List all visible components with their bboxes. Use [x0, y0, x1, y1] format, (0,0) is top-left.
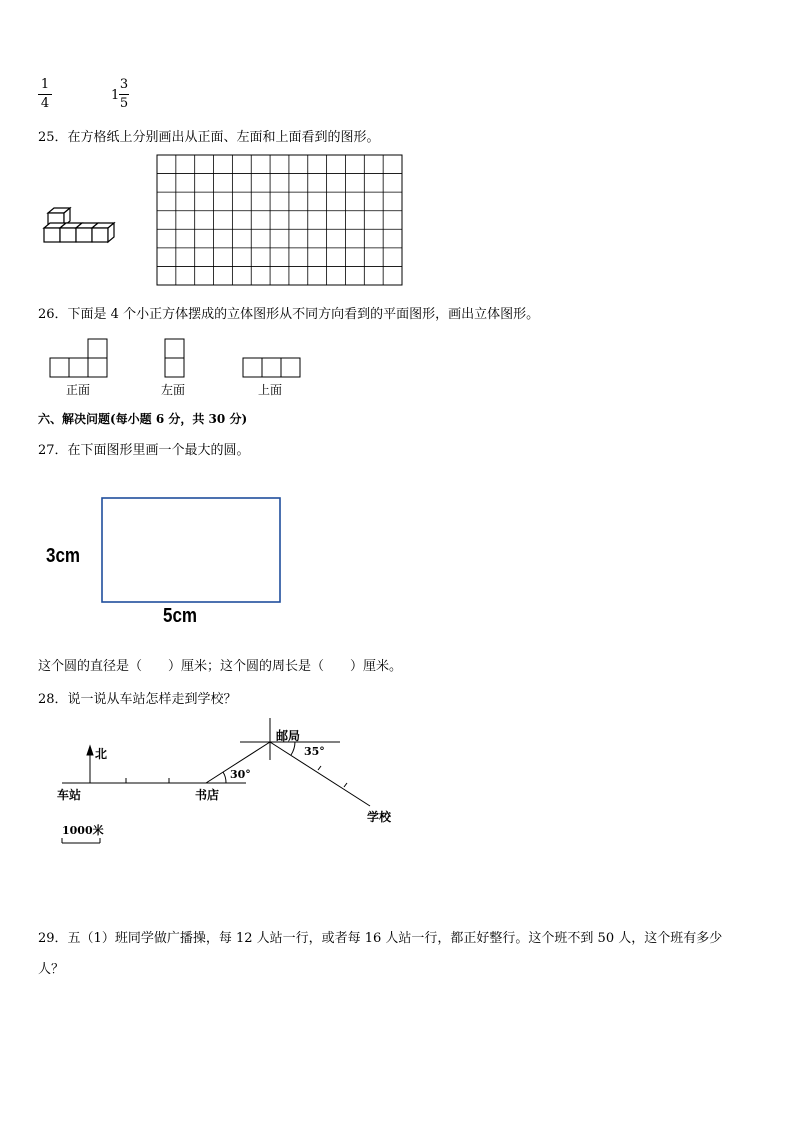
angle-30-label: 30° — [230, 768, 251, 781]
route-map — [62, 718, 370, 843]
left-view-shape — [165, 339, 184, 377]
question-29-line2: 人？ — [38, 962, 65, 977]
question-25-text: 25．在方格纸上分别画出从正面、左面和上面看到的图形。 — [38, 130, 380, 145]
question-28-text: 28．说一说从车站怎样走到学校？ — [38, 692, 237, 707]
top-view-label: 上面 — [258, 383, 283, 397]
left-view-label: 左面 — [161, 383, 186, 397]
angle-35-label: 35° — [304, 745, 325, 758]
north-label: 北 — [95, 747, 108, 761]
rectangle-height-label: 3cm — [46, 545, 81, 567]
bookstore-label: 书店 — [195, 788, 220, 802]
rectangle-width-label: 5cm — [163, 605, 198, 627]
grid-paper — [157, 155, 402, 285]
fraction-denominator: 4 — [40, 96, 50, 111]
cube-stack-drawing — [44, 208, 114, 242]
mixed-number-whole: 1 — [111, 88, 120, 103]
front-view-label: 正面 — [66, 383, 91, 397]
question-27-text: 27．在下面图形里画一个最大的圆。 — [38, 443, 250, 458]
question-27-answer-line: 这个圆的直径是（ ）厘米；这个圆的周长是（ ）厘米。 — [38, 659, 403, 674]
fraction-numerator: 3 — [119, 77, 129, 92]
scale-label: 1000米 — [62, 824, 104, 837]
school-label: 学校 — [367, 810, 392, 824]
grid-lines — [157, 155, 402, 285]
front-view-shape — [50, 339, 107, 377]
post-office-label: 邮局 — [276, 729, 301, 743]
question-26-text: 26．下面是 4 个小正方体摆成的立体图形从不同方向看到的平面图形，画出立体图形。 — [38, 307, 540, 322]
fraction-numerator: 1 — [40, 77, 50, 92]
q27-rectangle — [102, 498, 280, 602]
station-label: 车站 — [57, 788, 82, 802]
question-29-line1: 29．五（1）班同学做广播操，每 12 人站一行，或者每 16 人站一行，都正好整行。这个班不到 50 人，这个班有多少 — [38, 931, 723, 946]
fraction-denominator: 5 — [119, 96, 129, 111]
top-view-shape — [243, 358, 300, 377]
section-6-heading: 六、解决问题(每小题 6 分，共 30 分) — [38, 412, 248, 426]
